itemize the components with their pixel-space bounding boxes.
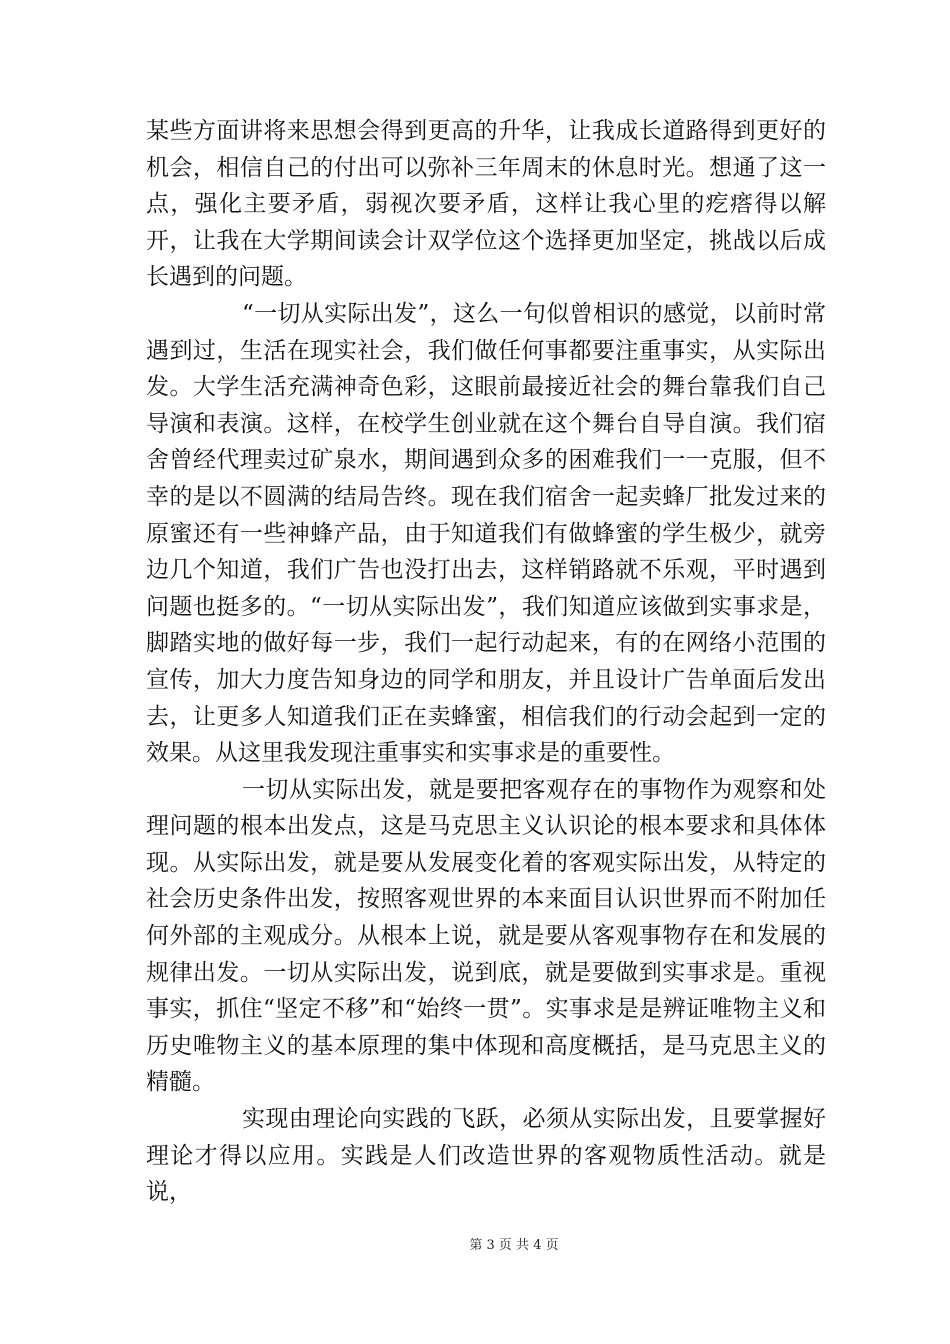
paragraph-1: 某些方面讲将来思想会得到更高的升华，让我成长道路得到更好的机会，相信自己的付出可以弥补三年周末的休息时光。想通了这一点，强化主要矛盾，弱视次要矛盾，这样让我心里的疙瘩得以解开，让我在大学期间读会计双学位这个选择更加坚定，挑战以后成长遇到的问题。: [146, 118, 826, 291]
paragraph-4: 实现由理论向实践的飞跃，必须从实际出发，且要掌握好理论才得以应用。实践是人们改造世界的客观物质性活动。就是说，: [146, 1106, 826, 1206]
page-number-footer: 第 3 页 共 4 页: [469, 1238, 559, 1253]
paragraph-2: “一切从实际出发”，这么一句似曾相识的感觉，以前时常遇到过，生活在现实社会，我们做任何事都要注重事实，从实际出发。大学生活充满神奇色彩，这眼前最接近社会的舞台靠我们自己导演和表演。这样，在校学生创业就在这个舞台自导自演。我们宿舍曾经代理卖过矿泉水，期间遇到众多的困难我们一一克服，但不幸的是以不圆满的结局告终。现在我们宿舍一起卖蜂厂批发过来的原蜜还有一些神蜂产品，由于知道我们有做蜂蜜的学生极少，就旁边几个知道，我们广告也没打出去，这样销路就不乐观，平时遇到问题也挺多的。“一切从实际出发”，我们知道应该做到实事求是，脚踏实地的做好每一步，我们一起行动起来，有的在网络小范围的宣传，加大力度告知身边的同学和朋友，并且设计广告单面后发出去，让更多人知道我们正在卖蜂蜜，相信我们的行动会起到一定的效果。从这里我发现注重事实和实事求是的重要性。: [146, 300, 826, 767]
paragraph-3: 一切从实际出发，就是要把客观存在的事物作为观察和处理问题的根本出发点，这是马克思主义认识论的根本要求和具体体现。从实际出发，就是要从发展变化着的客观实际出发，从特定的社会历史条件出发，按照客观世界的本来面目认识世界而不附加任何外部的主观成分。从根本上说，就是要从客观事物存在和发展的规律出发。一切从实际出发，说到底，就是要做到实事求是。重视事实，抓住“坚定不移”和“始终一贯”。实事求是是辨证唯物主义和历史唯物主义的基本原理的集中体现和高度概括，是马克思主义的精髓。: [146, 776, 826, 1096]
body-text: [146, 113, 826, 1211]
